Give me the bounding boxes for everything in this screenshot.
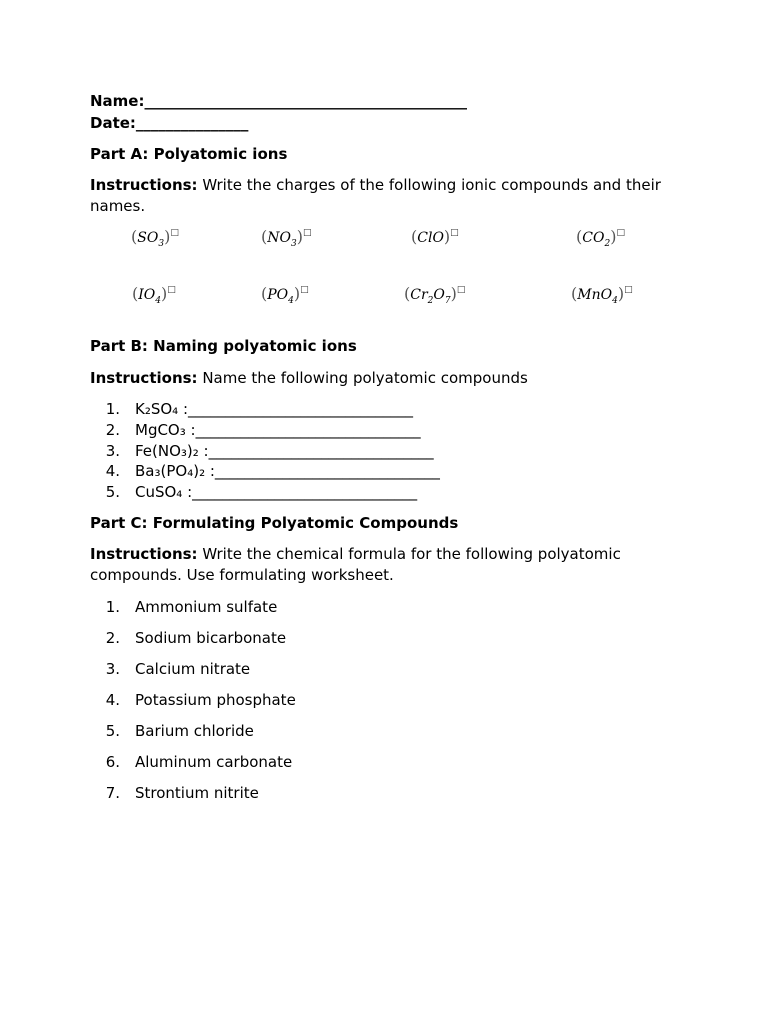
- name-blank: ___________________________________________: [144, 92, 467, 110]
- ion-formula: (MnO$_4$)□: [571, 284, 633, 306]
- part-c-instructions: [90, 544, 680, 586]
- part-b-title: Part B: Naming polyatomic ions: [90, 337, 357, 355]
- ion-formula: $(SO_3)^□$: [131, 227, 179, 249]
- part-a-instructions: [90, 175, 680, 217]
- part-c-instr-text: Write the chemical formula for the following polyatomic compounds. Use formulating worksheet.: [90, 545, 621, 584]
- ion-formula: (ClO)□: [411, 227, 459, 246]
- part-b-instr-label: Instructions:: [90, 369, 198, 387]
- ion-formula: $(CO_2)^□$: [576, 227, 625, 249]
- name-line: [90, 91, 467, 112]
- date-line: [90, 113, 248, 134]
- part-b-instr-text: Name the following polyatomic compounds: [197, 369, 528, 387]
- date-label: Date:: [90, 114, 136, 132]
- ion-formula: $(PO_4)^□$: [261, 284, 309, 306]
- date-blank: _______________: [135, 114, 249, 132]
- part-c-title: Part C: Formulating Polyatomic Compounds: [90, 514, 459, 532]
- part-b-instructions: [90, 368, 680, 389]
- part-c-list: 1. Ammonium sulfate 2. Sodium bicarbonate 3. Calcium nitrate 4. Potassium phosphate 5. Barium chloride 6. Aluminum carbonate 7. Strontium nitrite: [105, 598, 296, 802]
- part-b-list: 1. K₂SO₄ :______________________________ 2. MgCO₃ :______________________________ 3. Fe(NO₃)₂ :______________________________ 4. Ba₃(PO₄)₂ :______________________________ 5. CuSO₄ :______________________________: [105, 400, 440, 501]
- part-a-instr-label: Instructions:: [90, 176, 198, 194]
- ion-formula: $(IO_4)^□$: [132, 284, 176, 306]
- name-label: Name:: [90, 92, 145, 110]
- ion-formula: $(Cr_2O_7)^□$: [404, 284, 466, 306]
- part-a-instr-text: Write the charges of the following ionic compounds and their names.: [90, 176, 661, 215]
- part-a-title: Part A: Polyatomic ions: [90, 145, 288, 163]
- ion-formula: $(NO_3)^□$: [261, 227, 312, 249]
- part-c-instr-label: Instructions:: [90, 545, 198, 563]
